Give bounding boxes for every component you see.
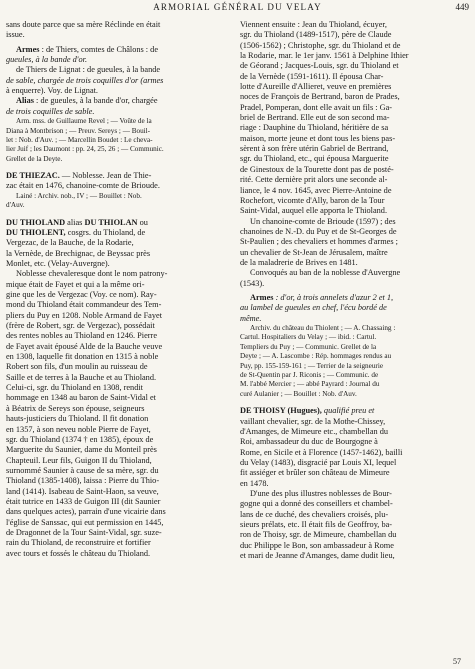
page-number: 449 xyxy=(455,2,469,12)
entry-thiezac: DE THIEZAC. — Noblesse. Jean de Thie- zac était en 1476, chanoine-comte de Brioude. xyxy=(6,171,160,191)
arms-variant-paragraph: de Thiers de Lignat : de gueules, à la bande de sable, chargée de trois coquilles d'or (armes à enquerre). Voy. de Lignat. xyxy=(6,65,164,96)
page-header xyxy=(0,2,475,16)
arms-paragraph: Armes : de Thiers, comtes de Châlons : de gueules, à la bande d'or. xyxy=(6,44,159,65)
sources-note: Lainé : Archiv. nob., IV ; — Bouillet : Nob. d'Auv. xyxy=(6,191,142,210)
signature-mark: 57 xyxy=(453,657,461,666)
arms-alias-paragraph: Alias : de gueules, à la bande d'or, chargée de trois coquilles de sable. xyxy=(6,96,158,116)
sources-note: Archiv. du château du Thiolent ; — A. Chassaing : Cartul. Hospitaliers du Velay ; — ibid. : Cartul. Templiers du Puy ; — Communic. Grellet de la Deyte ; — A. Lascombe : Rép. hommages rendus au Puy, pp. 155-159-161 ; — Terrier de la seigneurie de St-Quentin par J. Riconis ; — Communic. de M. l'abbé Mercier ; — abbé Payrard : Journal du curé Aulanier ; — Bouillet : Nob. d'Auv. xyxy=(240,323,396,398)
ban-paragraph: Convoqués au ban de la noblesse d'Auvergne (1543). xyxy=(240,268,401,288)
text-line: sans doute parce que sa mère Réclinde en était issue. xyxy=(6,20,161,40)
entry-thioland-body: Noblesse chevaleresque dont le nom patrony- mique était de Fayet et qui a la même ori- gine que les de Vergezac (Voy. ce nom). Ray- mond du Thioland était commandeur des Tem- pliers du Puy en 1208. Noble Armand de Fayet (frère de Robert, sgr. de Vergezac), possédait des rentes nobles au Thioland en 1246. Pierre de Fayet avait épousé Alde de la Bauche veuve en 1308, laquelle fit donation en 1315 à noble Robert son fils, d'un moulin au ruisseau de Saille et de terres à la Bauche et au Thioland. Celui-ci, sgr. du Thioland en 1308, rendit hommage en 1348 au baron de Saint-Vidal et à Béatrix de Sereys son épouse, seigneurs hauts-justiciers du Thioland. Il fit donation en 1357, à son neveu noble Pierre de Fayet, sgr. du Thioland (1374 † en 1385), époux de Marguerite du Saunier, dame du Monteil près Chapteuil. Leur fils, Guigon II du Thioland, surnommé Saunier à cause de sa mère, sgr. du Thioland (1385-1408), laissa : Pierre du Thio- land (1414). Isabeau de Saint-Haon, sa veuve, était tutrice en 1433 de Guigon III (dit Saunier dans quelques actes), parrain d'une vicairie dans l'église de Sanssac, qui eut permission en 1445, de Dragonnet de la Tour Saint-Vidal, sgr. suze- rain du Thioland, de reconstruire et fortifier avec tours et fossés le château du Thioland. xyxy=(6,269,168,558)
right-column xyxy=(240,20,462,660)
sources-note: Arm. mss. de Guillaume Revel ; — Voûte de la Diana à Montbrison ; — Preuv. Sereys ; — Bouil- let : Nob. d'Auv. ; — Marcellin Boudet : Le cheva- lier Juif ; les Daumont : pp. 24, 25, 26 ; — Communic. Grellet de la Deyte. xyxy=(6,117,164,163)
running-title: ARMORIAL GÉNÉRAL DU VELAY xyxy=(153,2,322,12)
left-column xyxy=(6,20,228,660)
entry-thioland-continued: Viennent ensuite : Jean du Thioland, écuyer, sgr. du Thioland (1489-1517), père de Claude (1506-1562) ; Christophe, sgr. du Thioland et de la Rodarie, mar. le 1er janv. 1561 à Delphine Ithier de Géorand ; Jacques-Louis, sgr. du Thioland et de la Vernède (1591-1611). Il épousa Char- lotte d'Aureille d'Allieret, veuve en premières noces de François de Bertrand, baron de Prades, Pradel, Pomperan, dont elle avait un fils : Ga- briel de Bertrand. Elle eut de son second ma- riage : Dauphine du Thioland, héritière de sa maison, morte jeune et dont tous les biens pas- sèrent à son frère utérin Gabriel de Bertrand, sgr. du Thioland, etc., qui épousa Marguerite de Ginestoux de la Tourette dont pas de posté- rité. Cette dernière prit alors une seconde al- liance, le 4 nov. 1645, avec Pierre-Antoine de Rochefort, vicomte d'Ally, baron de la Tour Saint-Vidal, auquel elle apporta le Thioland. xyxy=(240,20,409,216)
canons-paragraph: Un chanoine-comte de Brioude (1597) ; des chanoines de N.-D. du Puy et de St-Georges de St-Paulien ; des chevaliers et hommes d'armes ; un chevalier de St-Jean de Jérusalem, maître de la maladrerie de Brives en 1481. xyxy=(240,216,398,267)
entry-thioland-heading: DU THIOLAND alias DU THIOLAN ou DU THIOLENT, cosgrs. du Thioland, de Vergezac, de la Bauche, de la Rodarie, la Vernède, de Brechignac, de Beyssac près Monlet, etc. (Velay-Auvergne). xyxy=(6,217,151,268)
entry-thoisy-body: D'une des plus illustres noblesses de Bour- gogne qui a donné des conseillers et chambel- lans de ce duché, des chevaliers croisés, plu- sieurs prélats, etc. Il était fils de Geoffroy, ba- ron de Thoisy, sgr. de Mimeure, chambellan du duc Philippe le Bon, son ambassadeur à Rome et mari de Jeanne d'Amanges, dame dudit lieu, xyxy=(240,488,397,561)
arms-paragraph: Armes : d'or, à trois annelets d'azur 2 et 1, au lambel de gueules en chef, l'écu bordé de même. xyxy=(240,292,394,323)
entry-thoisy: DE THOISY (Hugues), qualifié preu et vaillant chevalier, sgr. de la Mothe-Chissey, d'Amanges, de Mimeure etc., chambellan du Roi, ambassadeur du duc de Bourgogne à Rome, en Sicile et à Florence (1457-1462), bailli du Velay (1483), disgracié par Louis XI, lequel fit assiéger et brûler son château de Mimeure en 1478. xyxy=(240,406,403,488)
